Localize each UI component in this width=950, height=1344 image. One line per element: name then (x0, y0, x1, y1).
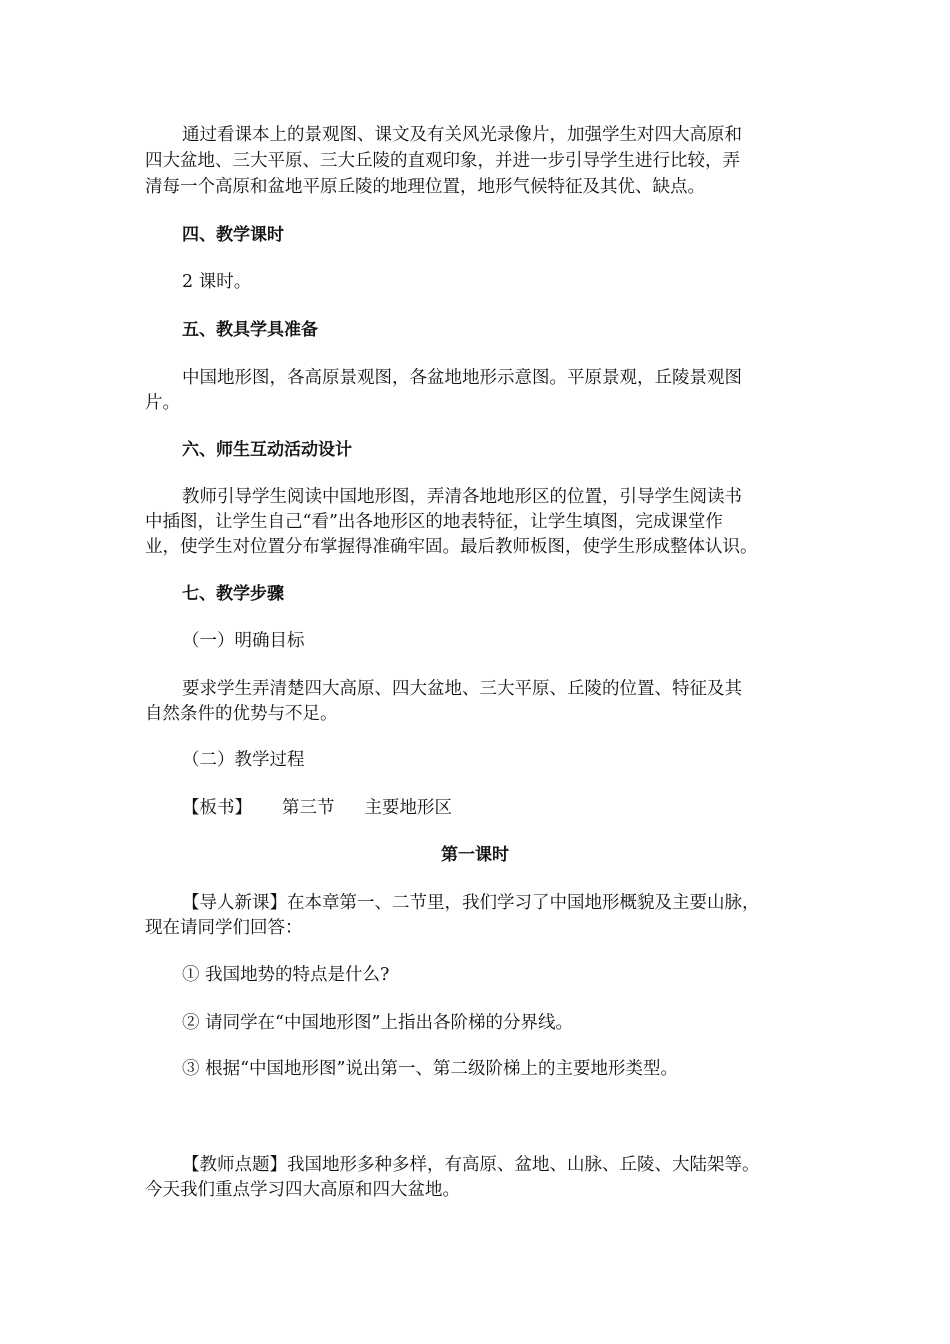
question-item: ③ 根据“中国地形图”说出第一、第二级阶梯上的主要地形类型。 (182, 1059, 678, 1079)
paragraph-line: 要求学生弄清楚四大高原、四大盆地、三大平原、丘陵的位置、特征及其 (182, 679, 742, 699)
paragraph-line: 【导人新课】在本章第一、二节里，我们学习了中国地形概貌及主要山脉， (182, 893, 760, 913)
board-label: 【板书】 (182, 798, 252, 818)
section-heading: 五、教具学具准备 (182, 320, 318, 340)
paragraph-line: 自然条件的优势与不足。 (145, 704, 338, 724)
section-heading: 六、师生互动活动设计 (182, 440, 352, 460)
paragraph-line: 通过看课本上的景观图、课文及有关风光录像片，加强学生对四大高原和 (182, 125, 742, 145)
paragraph-line: 今天我们重点学习四大高原和四大盆地。 (145, 1180, 460, 1200)
paragraph-line: 清每一个高原和盆地平原丘陵的地理位置，地形气候特征及其优、缺点。 (145, 177, 705, 197)
paragraph-line: 教师引导学生阅读中国地形图，弄清各地地形区的位置，引导学生阅读书 (182, 487, 742, 507)
section-heading: 七、教学步骤 (182, 584, 284, 604)
paragraph-line: 四大盆地、三大平原、三大丘陵的直观印象，并进一步引导学生进行比较，弄 (145, 151, 740, 171)
paragraph-line: 中插图，让学生自己“看”出各地形区的地表特征，让学生填图，完成课堂作 (145, 512, 723, 532)
lesson-title: 第一课时 (441, 845, 509, 865)
paragraph-line: 2 课时。 (182, 272, 252, 292)
subheading: （二）教学过程 (182, 750, 305, 770)
board-section: 第三节 (282, 798, 335, 818)
subheading: （一）明确目标 (182, 631, 305, 651)
question-item: ② 请同学在“中国地形图”上指出各阶梯的分界线。 (182, 1013, 573, 1033)
paragraph-line: 现在请同学们回答： (145, 918, 303, 938)
section-heading: 四、教学课时 (182, 225, 284, 245)
paragraph-line: 中国地形图，各高原景观图，各盆地地形示意图。平原景观，丘陵景观图 (182, 368, 742, 388)
paragraph-line: 片。 (145, 393, 180, 413)
board-title: 主要地形区 (364, 798, 452, 818)
paragraph-line: 【教师点题】我国地形多种多样，有高原、盆地、山脉、丘陵、大陆架等。 (182, 1155, 760, 1175)
board-line (182, 796, 852, 821)
paragraph-line: 业，使学生对位置分布掌握得准确牢固。最后教师板图，使学生形成整体认识。 (145, 537, 758, 557)
question-item: ① 我国地势的特点是什么? (182, 965, 390, 985)
